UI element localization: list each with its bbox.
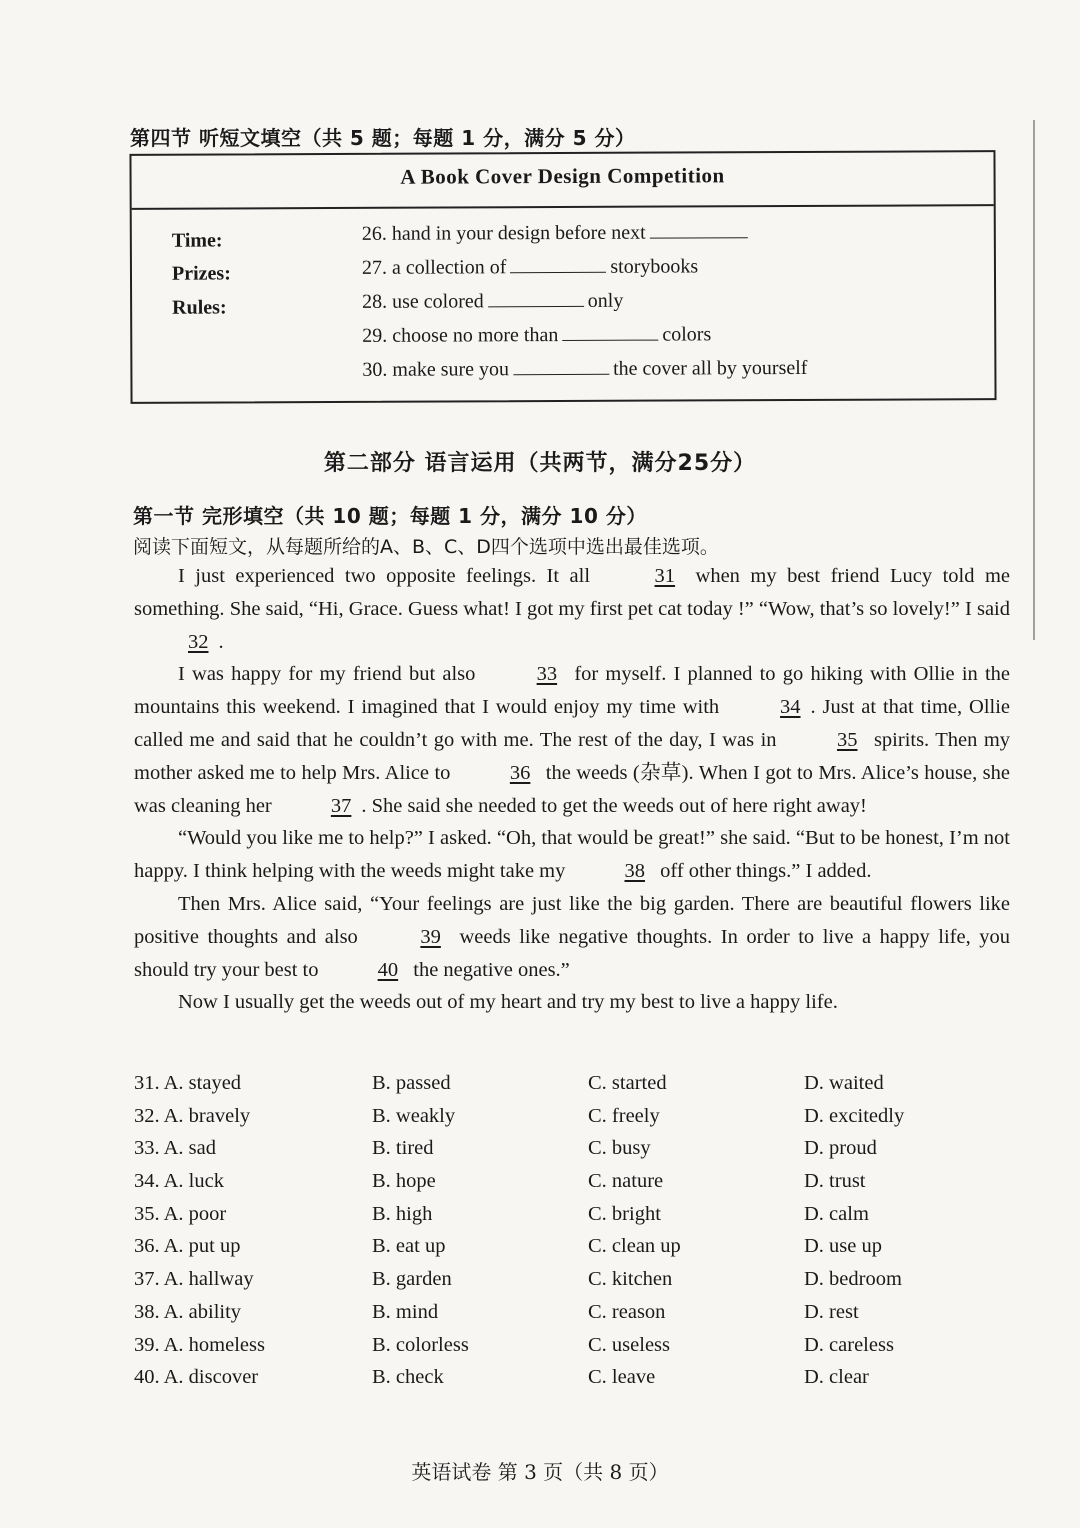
section4-title: 第四节 听短文填空（共 5 题；每题 1 分，满分 5 分） bbox=[130, 126, 636, 150]
passage-text: . bbox=[218, 630, 224, 653]
option-a[interactable]: 31. A. stayed bbox=[134, 1072, 242, 1094]
option-d[interactable]: D. trust bbox=[804, 1170, 866, 1193]
cloze-passage bbox=[134, 560, 1010, 1019]
option-c[interactable]: C. clean up bbox=[588, 1235, 681, 1258]
option-row-39 bbox=[134, 1334, 1014, 1367]
item-28-after: only bbox=[587, 289, 624, 312]
competition-box bbox=[129, 150, 996, 404]
blank-26[interactable] bbox=[650, 221, 748, 238]
item-27-text: 27. a collection of bbox=[361, 256, 507, 279]
label-time: Time: bbox=[171, 229, 223, 252]
passage-text: for myself. I planned to go hiking with Ollie in the mountains this weekend. I imagined that I would enjoy my time with bbox=[134, 663, 1011, 719]
option-c[interactable]: C. started bbox=[588, 1072, 667, 1094]
option-d[interactable]: D. careless bbox=[804, 1333, 894, 1356]
item-26 bbox=[362, 221, 752, 246]
option-d[interactable]: D. excitedly bbox=[804, 1104, 905, 1127]
option-row-38 bbox=[134, 1301, 1014, 1334]
blank-30[interactable] bbox=[513, 358, 609, 375]
option-b[interactable]: B. weakly bbox=[372, 1104, 456, 1127]
passage-paragraph-3 bbox=[134, 822, 1010, 888]
option-d[interactable]: D. use up bbox=[804, 1235, 883, 1258]
item-30-after: the cover all by yourself bbox=[612, 356, 808, 380]
option-a[interactable]: 32. A. bravely bbox=[134, 1104, 251, 1127]
blank-39[interactable]: 39 bbox=[420, 925, 441, 948]
option-b[interactable]: B. passed bbox=[372, 1072, 451, 1094]
passage-paragraph-2 bbox=[134, 658, 1010, 822]
passage-text: I was happy for my friend but also bbox=[178, 663, 476, 686]
option-b[interactable]: B. eat up bbox=[372, 1235, 446, 1258]
option-a[interactable]: 40. A. discover bbox=[134, 1366, 259, 1389]
item-29 bbox=[362, 323, 711, 348]
option-b[interactable]: B. garden bbox=[372, 1268, 452, 1291]
section1-title: 第一节 完形填空（共 10 题；每题 1 分，满分 10 分） bbox=[133, 504, 647, 528]
passage-text: Then Mrs. Alice said, “Your feelings are just like the big garden. There are beautiful flowers like positive thoughts and also bbox=[134, 892, 1010, 948]
blank-36[interactable]: 36 bbox=[509, 761, 531, 784]
option-row-34 bbox=[134, 1170, 1014, 1203]
option-c[interactable]: C. nature bbox=[588, 1170, 664, 1193]
blank-29[interactable] bbox=[562, 324, 658, 341]
passage-text: when my best friend Lucy told me something. She said, “Hi, Grace. Guess what! I got my first pet cat today !” “Wow, that’s so lovely!” I said bbox=[134, 565, 1010, 620]
option-c[interactable]: C. leave bbox=[588, 1366, 656, 1389]
label-prizes: Prizes: bbox=[171, 262, 231, 285]
option-a[interactable]: 39. A. homeless bbox=[134, 1333, 265, 1356]
item-27 bbox=[362, 255, 698, 279]
passage-text: spirits. Then my mother asked me to help Mrs. Alice to bbox=[134, 728, 1011, 784]
option-c[interactable]: C. freely bbox=[588, 1104, 660, 1127]
option-row-32 bbox=[134, 1105, 1014, 1138]
option-b[interactable]: B. check bbox=[372, 1366, 444, 1389]
options-list bbox=[134, 1072, 1014, 1399]
option-d[interactable]: D. bedroom bbox=[804, 1268, 902, 1291]
option-d[interactable]: D. clear bbox=[804, 1366, 869, 1389]
blank-38[interactable]: 38 bbox=[624, 860, 645, 883]
option-b[interactable]: B. colorless bbox=[372, 1333, 469, 1356]
item-26-text: 26. hand in your design before next bbox=[361, 221, 646, 245]
blank-34[interactable]: 34 bbox=[780, 696, 801, 719]
option-c[interactable]: C. reason bbox=[588, 1300, 666, 1323]
option-b[interactable]: B. hope bbox=[372, 1170, 436, 1193]
blank-40[interactable]: 40 bbox=[377, 958, 399, 981]
option-a[interactable]: 35. A. poor bbox=[134, 1202, 227, 1225]
option-d[interactable]: D. rest bbox=[804, 1300, 859, 1323]
blank-32[interactable]: 32 bbox=[188, 630, 209, 653]
blank-37[interactable]: 37 bbox=[330, 794, 352, 817]
option-a[interactable]: 34. A. luck bbox=[134, 1170, 224, 1193]
option-row-40 bbox=[134, 1366, 1014, 1399]
option-row-35 bbox=[134, 1203, 1014, 1236]
passage-text: the weeds (杂草). When I got to Mrs. Alice’s house, she was cleaning her bbox=[134, 761, 1010, 817]
option-a[interactable]: 38. A. ability bbox=[134, 1300, 242, 1323]
option-c[interactable]: C. bright bbox=[588, 1202, 661, 1225]
blank-28[interactable] bbox=[488, 290, 584, 307]
blank-35[interactable]: 35 bbox=[836, 728, 858, 751]
passage-text: I just experienced two opposite feelings. It all bbox=[178, 565, 591, 587]
option-d[interactable]: D. proud bbox=[804, 1137, 877, 1160]
competition-title: A Book Cover Design Competition bbox=[400, 163, 725, 189]
option-a[interactable]: 37. A. hallway bbox=[134, 1268, 254, 1291]
option-b[interactable]: B. high bbox=[372, 1202, 433, 1225]
option-c[interactable]: C. kitchen bbox=[588, 1268, 673, 1291]
blank-27[interactable] bbox=[510, 256, 606, 273]
passage-text: weeds like negative thoughts. In order to live a happy life, you should try your best to bbox=[134, 925, 1011, 981]
label-rules: Rules: bbox=[172, 296, 227, 319]
passage-paragraph-4 bbox=[134, 888, 1010, 986]
option-row-36 bbox=[134, 1235, 1014, 1268]
item-27-after: storybooks bbox=[610, 255, 699, 278]
passage-text: “Would you like me to help?” I asked. “Oh, that would be great!” she said. “But to be honest, I’m not happy. I think helping with the weeds might take my bbox=[134, 827, 1010, 883]
section1-instruction: 阅读下面短文，从每题所给的A、B、C、D四个选项中选出最佳选项。 bbox=[133, 536, 719, 558]
page-edge-line bbox=[1033, 120, 1035, 640]
item-30 bbox=[362, 357, 807, 382]
option-d[interactable]: D. calm bbox=[804, 1202, 869, 1225]
passage-paragraph-5: Now I usually get the weeds out of my heart and try my best to live a happy life. bbox=[178, 991, 838, 1014]
option-c[interactable]: C. busy bbox=[588, 1137, 651, 1160]
passage-text: the negative ones.” bbox=[413, 958, 570, 981]
passage-text: . She said she needed to get the weeds out of here right away! bbox=[361, 794, 867, 817]
item-29-text: 29. choose no more than bbox=[362, 324, 559, 347]
passage-paragraph-1 bbox=[134, 560, 1010, 658]
option-row-33 bbox=[134, 1137, 1014, 1170]
item-30-text: 30. make sure you bbox=[362, 358, 510, 381]
option-b[interactable]: B. mind bbox=[372, 1300, 439, 1323]
item-28-text: 28. use colored bbox=[362, 290, 484, 313]
competition-header bbox=[131, 152, 993, 210]
option-c[interactable]: C. useless bbox=[588, 1333, 670, 1356]
option-a[interactable]: 36. A. put up bbox=[134, 1235, 241, 1258]
item-29-after: colors bbox=[662, 323, 712, 346]
option-row-37 bbox=[134, 1268, 1014, 1301]
item-28 bbox=[362, 290, 623, 314]
blank-33[interactable]: 33 bbox=[536, 663, 558, 686]
option-b[interactable]: B. tired bbox=[372, 1137, 434, 1160]
blank-31[interactable]: 31 bbox=[654, 565, 676, 587]
page-footer: 英语试卷 第 3 页（共 8 页） bbox=[411, 1460, 669, 1484]
passage-text: . Just at that time, Ollie called me and said that he couldn’t go with me. The rest of the day, I was in bbox=[134, 696, 1010, 751]
option-d[interactable]: D. waited bbox=[804, 1072, 884, 1094]
option-a[interactable]: 33. A. sad bbox=[134, 1137, 216, 1160]
part2-title: 第二部分 语言运用（共两节，满分25分） bbox=[323, 451, 757, 476]
option-row-31 bbox=[134, 1072, 1014, 1105]
passage-text: off other things.” I added. bbox=[660, 860, 872, 883]
